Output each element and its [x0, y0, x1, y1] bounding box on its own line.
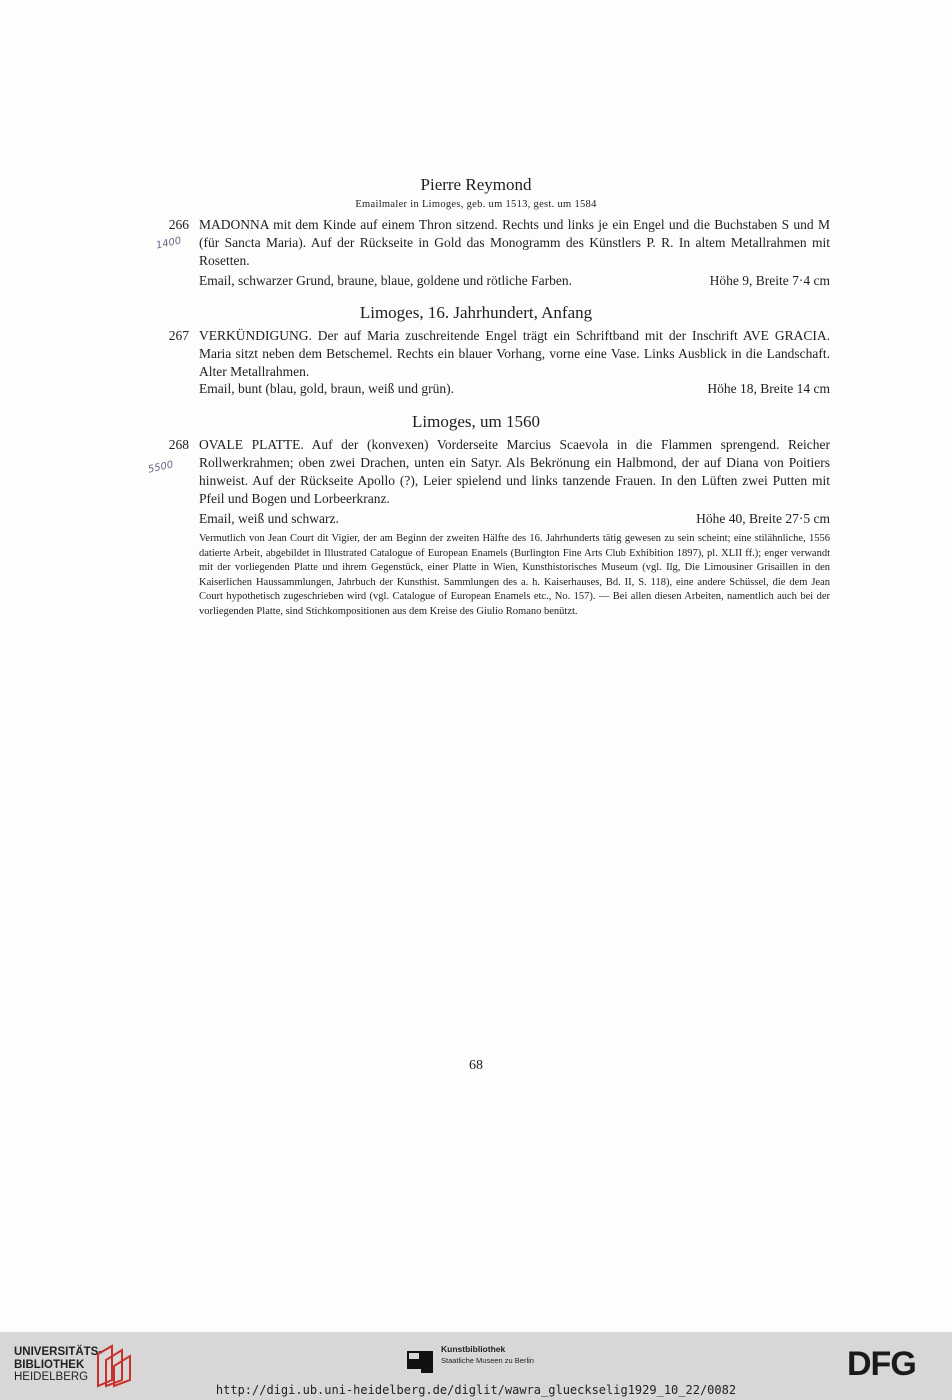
- section-subtitle: Emailmaler in Limoges, geb. um 1513, gest. um 1584: [355, 199, 597, 210]
- entry-number-268: 268: [168, 437, 189, 452]
- handwritten-price-268: 5500: [147, 459, 175, 476]
- entry-number-267: 267: [168, 328, 189, 343]
- permalink-url[interactable]: http://digi.ub.uni-heidelberg.de/diglit/wawra_glueckselig1929_10_22/0082: [215, 1383, 737, 1397]
- kb-subtitle: Staatliche Museen zu Berlin: [441, 1356, 534, 1365]
- entry-note-268: Vermutlich von Jean Court dit Vigier, der am Beginn der zweiten Hälfte des 16. Jahrhunderts tätig gewesen zu sein scheint; eine stilähnliche, 1556 datierte Arbeit, abgebildet in Illustrated Catalogue of European Enamels (Burlington Fine Arts Club Exhibition 1897), pl. XLII ff.); enger verwandt mit der vorliegenden Platte und ihrem Gegenstück, einer Platte in Wien, Kunsthistorisches Museum (vgl. Ilg, Die Limousiner Grisaillen in den Kaiserlichen Haussammlungen, Jahrbuch der Kunsthist. Sammlungen des a. h. Kaiserhauses, Bd. II, S. 118), eine andere Schüssel, die dem Jean Court hypothetisch zugeschrieben wird (vgl. Catalogue of European Enamels etc., No. 157). — Bei allen diesen Arbeiten, namentlich auch bei der vorliegenden Platte, sind Stichkompositionen aus dem Kreise des Giulio Romano benützt.: [199, 533, 830, 617]
- kb-name: Kunstbibliothek: [441, 1344, 506, 1354]
- entry-text-268: OVALE PLATTE. Auf der (konvexen) Vorderseite Marcius Scaevola in die Flammen sprengend. Reicher Rollwerkrahmen; oben zwei Drachen, unten ein Satyr. Als Bekrönung ein Halbmond, der auf Diana von Poitiers hinweist. Auf der Rückseite Apollo (?), Leier spielend und links tanzende Frauen. In den Lüften zwei Putten mit Pfeil und Bogen und Lorbeerkranz.: [199, 437, 830, 506]
- dimensions-266: Höhe 9, Breite 7·4 cm: [709, 273, 830, 288]
- kunstbibliothek-logo-icon: [407, 1347, 435, 1375]
- library-name-line2: BIBLIOTHEK: [14, 1358, 85, 1371]
- library-name-line3: HEIDELBERG: [14, 1371, 89, 1383]
- material-268: Email, weiß und schwarz.: [199, 511, 339, 526]
- entry-number-266: 266: [168, 217, 189, 232]
- section-title-limoges-1560: Limoges, um 1560: [412, 412, 540, 431]
- handwritten-price-266: 1400: [155, 235, 183, 252]
- material-266: Email, schwarzer Grund, braune, blaue, goldene und rötliche Farben.: [199, 273, 572, 288]
- entry-text-267: VERKÜNDIGUNG. Der auf Maria zuschreitende Engel trägt ein Schriftband mit der Inschrift AVE GRACIA. Maria sitzt neben dem Betschemel. Rechts ein blauer Vorhang, vorne eine Vase. Links Ausblick in die Landschaft. Alter Metallrahmen.: [199, 328, 830, 379]
- library-name-line1: UNIVERSITÄTS-: [14, 1346, 103, 1358]
- entry-text-266: MADONNA mit dem Kinde auf einem Thron sitzend. Rechts und links je ein Engel und die Buchstaben S und M (für Sancta Maria). Auf der Rückseite in Gold das Monogramm des Künstlers P. R. In altem Metallrahmen mit Rosetten.: [199, 217, 830, 268]
- kunstbibliothek-label[interactable]: [441, 1344, 534, 1366]
- entry-details-268: [199, 511, 830, 527]
- ub-heidelberg-logo[interactable]: [14, 1346, 102, 1384]
- dfg-logo[interactable]: DFG: [847, 1345, 916, 1383]
- section-title-pierre-reymond: Pierre Reymond: [420, 175, 532, 194]
- dimensions-268: Höhe 40, Breite 27·5 cm: [696, 511, 830, 526]
- entry-details-267: [199, 381, 830, 397]
- material-267: Email, bunt (blau, gold, braun, weiß und grün).: [199, 381, 454, 396]
- section-title-limoges-16: Limoges, 16. Jahrhundert, Anfang: [359, 303, 593, 322]
- entry-details-266: [199, 273, 830, 289]
- dimensions-267: Höhe 18, Breite 14 cm: [707, 381, 830, 396]
- page-number: 68: [469, 1058, 483, 1073]
